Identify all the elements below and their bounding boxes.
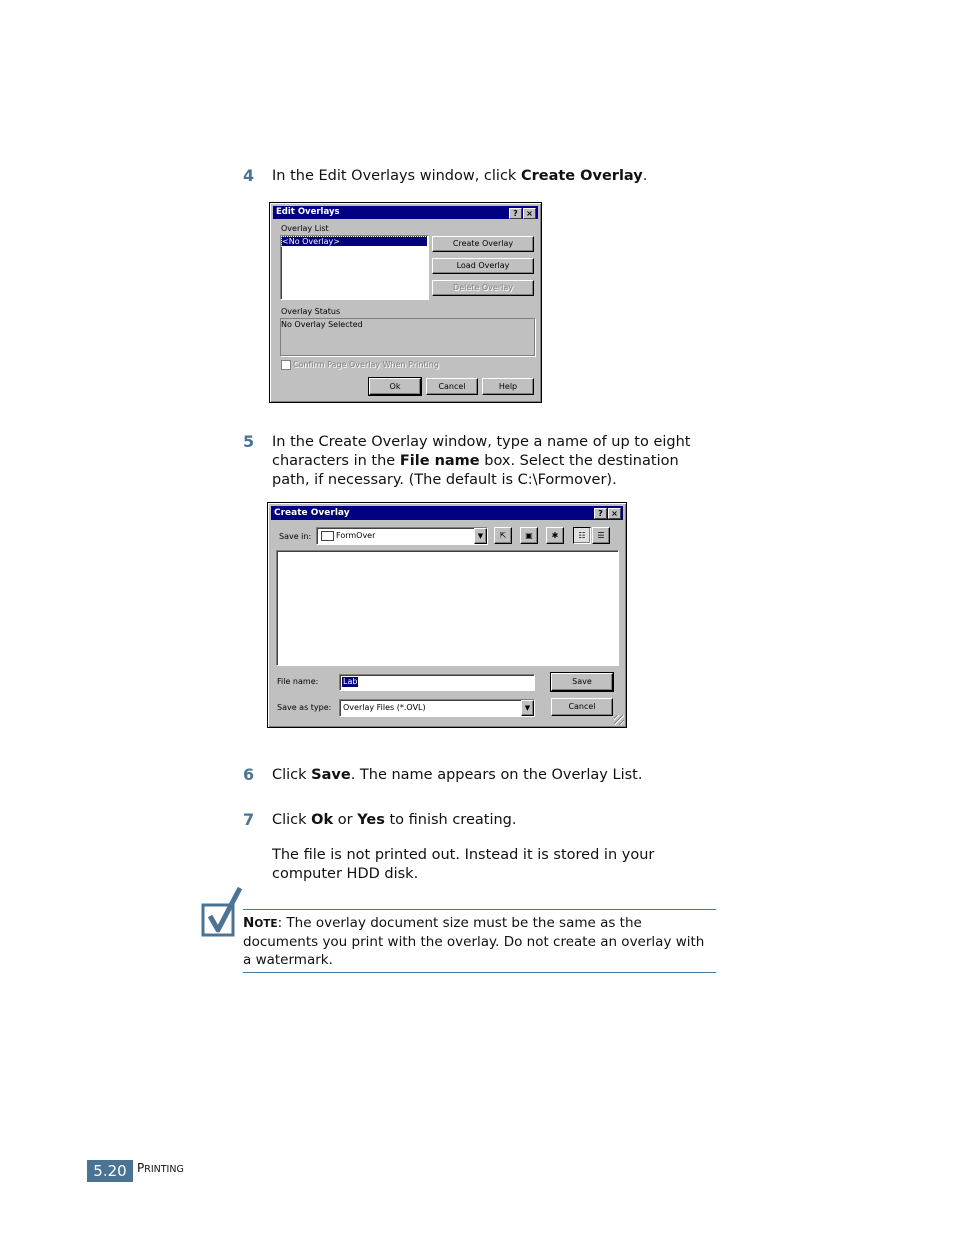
ok-button[interactable]: Ok <box>369 378 421 395</box>
file-name-value: Lab <box>343 677 358 686</box>
resize-grip-icon[interactable] <box>614 715 624 725</box>
close-icon[interactable]: × <box>523 208 536 219</box>
close-icon[interactable]: × <box>608 508 621 519</box>
overlay-list-label: Overlay List <box>281 224 329 233</box>
note-top-rule <box>243 909 716 910</box>
note-bottom-rule <box>243 972 716 973</box>
file-name-input[interactable] <box>339 674 535 691</box>
save-button[interactable]: Save <box>551 673 613 691</box>
overlay-list[interactable] <box>280 235 429 300</box>
step-5-number: 5 <box>243 432 255 451</box>
create-overlay-button[interactable]: Create Overlay <box>432 236 534 252</box>
save-in-label: Save in: <box>279 532 312 541</box>
confirm-checkbox[interactable] <box>281 360 291 370</box>
note-text: NOTE: The overlay document size must be the same as the documents you print with the overlay. Do not create an overlay with a watermark. <box>243 915 705 968</box>
folder-icon <box>321 531 334 541</box>
edit-overlays-titlebar: Edit Overlays ? × <box>273 206 538 219</box>
save-in-dropdown[interactable] <box>316 527 488 545</box>
save-as-type-label: Save as type: <box>277 703 332 712</box>
list-view-icon[interactable]: ☷ <box>573 527 591 544</box>
step-5-text: In the Create Overlay window, type a name of up to eight characters in the File name box. Select the destination path, if necessary. (The default is C:\Formover). <box>272 434 691 488</box>
create-overlay-dialog <box>267 502 627 728</box>
list-item-no-overlay[interactable]: <No Overlay> <box>282 237 427 246</box>
step-7-number: 7 <box>243 810 255 829</box>
save-as-type-value: Overlay Files (*.OVL) <box>343 703 426 712</box>
step-4-number: 4 <box>243 166 255 185</box>
chevron-down-icon[interactable]: ▼ <box>474 528 487 544</box>
help-icon[interactable]: ? <box>509 208 522 219</box>
step-4-text: In the Edit Overlays window, click Create Overlay. <box>272 168 648 184</box>
section-title: PRINTING <box>137 1161 184 1175</box>
load-overlay-button[interactable]: Load Overlay <box>432 258 534 274</box>
page-number-badge: 5.20 <box>87 1160 133 1182</box>
step-7-extra: The file is not printed out. Instead it is stored in your computer HDD disk. <box>272 847 655 882</box>
overlay-status-text: No Overlay Selected <box>281 320 363 329</box>
step-6-text: Click Save. The name appears on the Overlay List. <box>272 767 643 783</box>
edit-overlays-dialog <box>269 202 542 403</box>
save-in-value: FormOver <box>336 531 376 540</box>
cancel-button[interactable]: Cancel <box>426 378 478 395</box>
step-6-number: 6 <box>243 765 255 784</box>
new-folder-icon[interactable]: ✱ <box>546 527 564 544</box>
help-button[interactable]: Help <box>482 378 534 395</box>
create-overlay-titlebar: Create Overlay ? × <box>271 506 623 520</box>
file-name-label: File name: <box>277 677 319 686</box>
overlay-status-label: Overlay Status <box>281 307 341 316</box>
overlay-status-box <box>280 318 535 356</box>
desktop-icon[interactable]: ▣ <box>520 527 538 544</box>
file-list-area[interactable] <box>276 550 619 666</box>
step-7-text: Click Ok or Yes to finish creating. <box>272 812 517 828</box>
cancel-button[interactable]: Cancel <box>551 698 613 716</box>
up-folder-icon[interactable]: ⇱ <box>494 527 512 544</box>
save-as-type-dropdown[interactable] <box>339 699 535 717</box>
checkmark-icon <box>200 886 244 938</box>
delete-overlay-button[interactable]: Delete Overlay <box>432 280 534 296</box>
confirm-label: Confirm Page Overlay When Printing <box>293 360 439 369</box>
help-icon[interactable]: ? <box>594 508 607 519</box>
details-view-icon[interactable]: ☰ <box>592 527 610 544</box>
chevron-down-icon[interactable]: ▼ <box>521 700 534 716</box>
